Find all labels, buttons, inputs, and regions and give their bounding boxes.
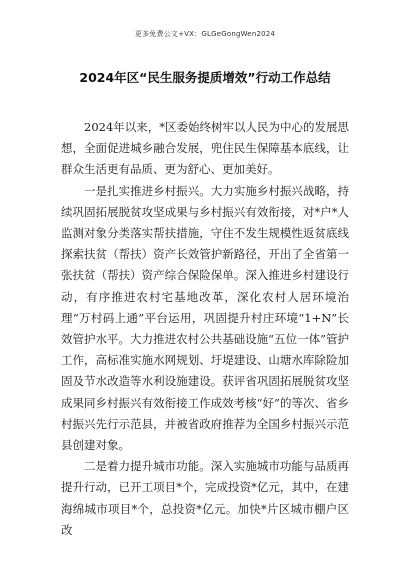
document-title: 2024年区“民生服务提质增效”行动工作总结 — [79, 70, 331, 85]
paragraph-urban-function: 二是着力提升城市功能。深入实施城市功能与品质再提升行动，已开工项目*个，完成投资*亿元，其中，在建海绵城市项目*个，总投资*亿元。加快*片区城市棚户区改 — [61, 459, 349, 537]
header-note: 更多免费公文+VX：GLGeGongWen2024 — [134, 30, 276, 38]
document-body — [61, 117, 349, 541]
paragraph-rural-revitalization: 一是扎实推进乡村振兴。大力实施乡村振兴战略，持续巩固拓展脱贫攻坚成果与乡村振兴有效衔接，对*户*人监测对象分类落实帮扶措施，守住不发生规模性返贫底线探索扶贫（帮扶）资产长效管护新路径，开出了全省第一张扶贫（帮扶）资产综合保险保单。深入推进乡村建设行动，有序推进农村宅基地改革，深化农村人居环境治理“万村码上通”平台运用，巩固提升村庄环境“1+N”长效管护水平。大力推进农村公共基础设施“五位一体”管护工作，高标准实施水网规划、圩堤建设、山塘水库除险加固及节水改造等水利设施建设。获评省巩固拓展脱贫攻坚成果同乡村振兴有效衔接工作成效考核“好”的等次、省乡村振兴先行示范县，并被省政府推荐为全国乡村振兴示范县创建对象。 — [61, 183, 349, 453]
paragraph-intro: 2024年以来，*区委始终树牢以人民为中心的发展思想，全面促进城乡融合发展，兜住民生保障基本底线，让群众生活更有品质、更为舒心、更加美好。 — [61, 120, 350, 177]
